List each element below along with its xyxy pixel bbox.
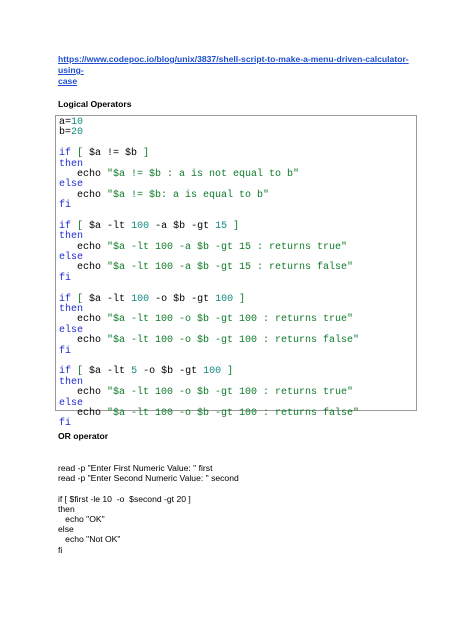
code-line xyxy=(59,191,359,201)
code-token: b= xyxy=(59,127,72,139)
code-token: ] xyxy=(143,148,150,160)
code-line xyxy=(59,170,359,180)
code-token: 5 xyxy=(131,366,138,378)
code-token: "$a -lt 100 -a $b -gt 15 : returns false" xyxy=(107,262,354,274)
or-code-line: read -p "Enter First Numeric Value: " first xyxy=(58,463,213,473)
code-line xyxy=(59,347,359,357)
code-token: $a -lt xyxy=(83,366,132,378)
code-token: if xyxy=(59,293,72,305)
code-line xyxy=(59,274,359,284)
code-token: fi xyxy=(59,272,72,284)
code-line xyxy=(59,243,359,253)
code-token: "$a -lt 100 -a $b -gt 15 : returns true" xyxy=(107,241,348,253)
code-token: 100 xyxy=(131,220,150,232)
code-line xyxy=(59,388,359,398)
source-link-line-2[interactable]: case xyxy=(58,76,78,86)
code-token: $a != $b xyxy=(83,148,144,160)
code-token: then xyxy=(59,376,84,388)
or-code-listing xyxy=(58,463,239,555)
code-token: fi xyxy=(59,345,72,357)
code-line xyxy=(59,419,359,429)
code-token: "$a != $b: a is equal to b" xyxy=(107,189,270,201)
code-token: -o $b -gt xyxy=(137,366,204,378)
code-token: 20 xyxy=(71,127,84,139)
code-token: 15 xyxy=(215,220,228,232)
code-token: $a -lt xyxy=(83,220,132,232)
code-token: 100 xyxy=(131,293,150,305)
or-code-line: read -p "Enter Second Numeric Value: " second xyxy=(58,473,239,484)
code-token: then xyxy=(59,231,84,243)
code-token: echo xyxy=(59,314,108,326)
code-token: -a $b -gt xyxy=(149,220,216,232)
or-code-line xyxy=(58,483,239,493)
code-line xyxy=(59,128,359,138)
or-code-line: else xyxy=(58,524,74,535)
code-token: ] xyxy=(239,293,246,305)
code-token: "$a -lt 100 -o $b -gt 100 : returns false" xyxy=(107,335,360,347)
code-token: else xyxy=(59,179,84,191)
code-token: 100 xyxy=(203,366,222,378)
code-token: $a -lt xyxy=(83,293,132,305)
logical-operators-heading: Logical Operators xyxy=(58,99,132,109)
code-token: ] xyxy=(233,220,240,232)
code-line xyxy=(59,336,359,346)
code-token: echo xyxy=(59,262,108,274)
code-token: if xyxy=(59,148,72,160)
code-line xyxy=(59,222,359,232)
code-token: echo xyxy=(59,387,108,399)
code-listing xyxy=(59,118,359,430)
code-token: else xyxy=(59,397,84,409)
code-line xyxy=(59,263,359,273)
or-code-line: echo "Not OK" xyxy=(58,534,121,545)
code-token: [ xyxy=(77,293,84,305)
code-token: 100 xyxy=(215,293,234,305)
code-line xyxy=(59,409,359,419)
code-line xyxy=(59,295,359,305)
code-token: echo xyxy=(59,189,108,201)
or-code-line: if [ $first -le 10 -o $second -gt 20 ] xyxy=(58,493,191,504)
code-line xyxy=(59,367,359,377)
code-token: a= xyxy=(59,117,72,128)
code-line xyxy=(59,118,359,128)
code-token: fi xyxy=(59,418,72,430)
code-token: if xyxy=(59,220,72,232)
code-token: echo xyxy=(59,407,108,419)
source-link[interactable] xyxy=(58,54,418,87)
or-code-line: then xyxy=(58,503,75,514)
code-token: if xyxy=(59,366,72,378)
code-token: "$a -lt 100 -o $b -gt 100 : returns true" xyxy=(107,387,354,399)
code-token: echo xyxy=(59,335,108,347)
or-code-line: echo "OK" xyxy=(58,513,105,524)
code-token: else xyxy=(59,252,84,264)
or-operator-heading: OR operator xyxy=(58,431,109,441)
code-token: echo xyxy=(59,241,108,253)
code-line xyxy=(59,315,359,325)
code-block xyxy=(55,115,417,430)
code-token: echo xyxy=(59,168,108,180)
code-token: "$a != $b : a is not equal to b" xyxy=(107,168,300,180)
or-code-line: fi xyxy=(58,544,63,555)
code-token: fi xyxy=(59,200,72,212)
code-token: 10 xyxy=(71,117,84,128)
code-token: [ xyxy=(77,148,84,160)
code-token: ] xyxy=(227,366,234,378)
code-token: then xyxy=(59,304,84,316)
code-token: then xyxy=(59,158,84,170)
source-link-line-1[interactable]: https://www.codepoc.io/blog/unix/3837/shell-script-to-make-a-menu-driven-calculator-using- xyxy=(58,54,409,75)
code-token: "$a -lt 100 -o $b -gt 100 : returns true" xyxy=(107,314,354,326)
code-token: [ xyxy=(77,220,84,232)
code-token: "$a -lt 100 -o $b -gt 100 : returns false" xyxy=(107,407,360,419)
code-token: [ xyxy=(77,366,84,378)
code-line xyxy=(59,149,359,159)
code-line xyxy=(59,201,359,211)
code-token: else xyxy=(59,324,84,336)
code-token: -o $b -gt xyxy=(149,293,216,305)
